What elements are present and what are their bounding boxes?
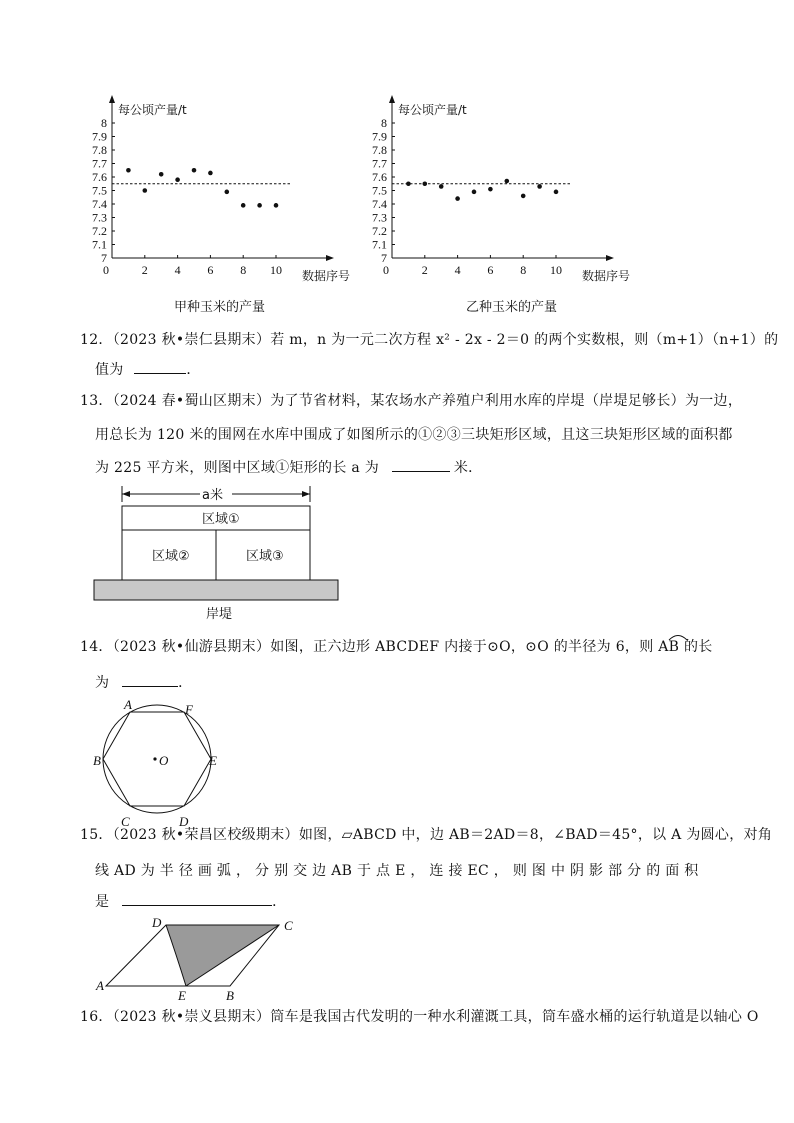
q15-label-E: E xyxy=(178,988,186,1002)
q14-label-F: F xyxy=(185,702,193,717)
x-tick-label: 6 xyxy=(207,263,214,277)
q15-figure xyxy=(88,912,308,1002)
data-point xyxy=(521,194,526,199)
x-tick-label: 2 xyxy=(421,263,428,277)
q14-label-O: O xyxy=(159,753,169,768)
y-tick-label: 7 xyxy=(381,251,387,265)
y-axis-arrow xyxy=(109,95,115,103)
data-point xyxy=(488,187,493,192)
x-tick-label: 10 xyxy=(550,263,562,277)
x-tick-label: 4 xyxy=(454,263,461,277)
q13-line3 xyxy=(95,454,482,482)
data-point xyxy=(274,203,279,208)
q13-region3-label: 区域③ xyxy=(246,549,284,564)
chart-yi-corn-yield xyxy=(370,95,660,285)
data-point xyxy=(455,196,460,201)
data-point xyxy=(537,184,542,189)
y-tick-label: 8 xyxy=(101,116,107,130)
x-tick-label: 4 xyxy=(174,263,181,277)
y-axis-label: 每公顷产量/t xyxy=(398,103,467,117)
x-tick-label: 0 xyxy=(383,263,389,277)
y-tick-label: 7.1 xyxy=(372,237,387,252)
q14-label-B: B xyxy=(93,753,101,768)
q15-label-C: C xyxy=(284,918,293,933)
y-tick-label: 8 xyxy=(381,116,387,130)
y-tick-label: 7.9 xyxy=(92,129,107,144)
q15-line3: 是 ． xyxy=(95,888,286,916)
q13-bank-rect xyxy=(94,580,338,600)
y-tick-label: 7.6 xyxy=(372,170,387,184)
data-point xyxy=(175,177,180,182)
y-tick-label: 7.5 xyxy=(372,183,387,198)
data-point xyxy=(208,171,213,176)
x-tick-label: 8 xyxy=(520,263,527,277)
q14-center-dot xyxy=(153,757,156,760)
q15-line1: 15．（2023 秋•荣昌区校级期末）如图，▱ABCD 中，边 AB＝2AD＝8，∠BAD＝45°，以 A 为圆心，对角 xyxy=(80,827,773,843)
q14-label-E: E xyxy=(209,753,217,768)
data-point xyxy=(225,190,230,195)
x-axis-label: 数据序号 xyxy=(302,269,351,283)
x-tick-label: 6 xyxy=(487,263,494,277)
y-tick-label: 7.1 xyxy=(92,237,107,252)
q14-line2: 为 ． xyxy=(95,669,192,697)
y-tick-label: 7.5 xyxy=(92,183,107,198)
y-tick-label: 7.6 xyxy=(92,170,107,184)
q15-line2: 线 AD 为 半 径 画 弧 ， 分 别 交 边 AB 于 点 E ， 连 接 EC ， 则 图 中 阴 影 部 分 的 面 积 xyxy=(95,863,699,879)
y-tick-label: 7.7 xyxy=(372,156,387,171)
q12-prefix: 值为 xyxy=(95,362,124,378)
y-tick-label: 7.2 xyxy=(372,224,387,238)
y-tick-label: 7.4 xyxy=(372,197,387,211)
chart1-caption: 甲种玉米的产量 xyxy=(174,300,266,315)
q12-answer-blank[interactable] xyxy=(134,359,186,374)
x-tick-label: 10 xyxy=(270,263,282,277)
q14-prefix: 为 xyxy=(95,675,110,691)
x-tick-label: 2 xyxy=(141,263,148,277)
chart2-caption: 乙种玉米的产量 xyxy=(466,300,558,315)
data-point xyxy=(554,190,559,195)
q15-answer-blank[interactable] xyxy=(122,891,272,906)
y-tick-label: 7.2 xyxy=(92,224,107,238)
data-point xyxy=(505,179,510,184)
q12-line2: 值为 ． xyxy=(95,356,201,384)
y-axis-label: 每公顷产量/t xyxy=(118,103,187,117)
x-tick-label: 8 xyxy=(240,263,247,277)
q14-line1: 14．（2023 秋•仙游县期末）如图，正六边形 ABCDEF 内接于⊙O，⊙O 的半径为 6，则 AB 的长 xyxy=(80,639,713,655)
q13-line1: 13．（2024 春•蜀山区期末）为了节省材料，某农场水产养殖户利用水库的岸堤（岸堤足够长）为一边， xyxy=(80,393,743,409)
q15-label-D: D xyxy=(152,915,162,930)
y-tick-label: 7.3 xyxy=(92,210,107,225)
q13-bank-label: 岸堤 xyxy=(206,607,233,622)
q13-line2: 用总长为 120 米的围网在水库中围成了如图所示的①②③三块矩形区域，且这三块矩形区域的面积都 xyxy=(95,427,733,443)
q13-figure xyxy=(90,482,350,622)
x-tick-label: 0 xyxy=(103,263,109,277)
x-axis-arrow xyxy=(606,255,614,261)
y-tick-label: 7.4 xyxy=(92,197,107,211)
data-point xyxy=(423,181,428,186)
q13-arrow-left xyxy=(122,491,130,497)
arc-symbol-icon xyxy=(666,631,690,641)
q12-line1: 12．（2023 秋•崇仁县期末）若 m，n 为一元二次方程 x² - 2x - 2＝0 的两个实数根，则（m+1）（n+1）的 xyxy=(80,332,779,348)
q15-label-B: B xyxy=(226,988,234,1002)
y-axis-arrow xyxy=(389,95,395,103)
x-axis-arrow xyxy=(326,255,334,261)
q13-region2-label: 区域② xyxy=(152,549,190,564)
q13-answer-blank[interactable] xyxy=(392,457,450,472)
y-tick-label: 7.8 xyxy=(92,143,107,157)
q14-label-D: D xyxy=(179,814,189,829)
data-point xyxy=(406,181,411,186)
q13-unit: 米． xyxy=(453,460,483,476)
data-point xyxy=(143,188,148,193)
q13-arrow-right xyxy=(302,491,310,497)
data-point xyxy=(126,168,131,173)
data-point xyxy=(159,172,164,177)
q14-answer-blank[interactable] xyxy=(122,672,178,687)
q13-top-label: a米 xyxy=(202,488,223,503)
y-tick-label: 7.8 xyxy=(372,143,387,157)
y-tick-label: 7.9 xyxy=(372,129,387,144)
q13-line3-text: 为 225 平方米，则图中区域①矩形的长 a 为 xyxy=(95,460,380,476)
q15-label-A: A xyxy=(96,978,104,993)
q14-label-C: C xyxy=(121,814,130,829)
q14-label-A: A xyxy=(124,697,132,712)
data-point xyxy=(257,203,262,208)
chart-jia-corn-yield xyxy=(90,95,380,285)
q14-hexagon xyxy=(103,712,211,806)
q14-figure xyxy=(85,695,230,830)
data-point xyxy=(192,168,197,173)
q15-prefix: 是 xyxy=(95,894,110,910)
y-tick-label: 7.7 xyxy=(92,156,107,171)
data-point xyxy=(439,184,444,189)
y-tick-label: 7 xyxy=(101,251,107,265)
q13-region1-label: 区域① xyxy=(202,512,240,527)
q16-line1: 16．（2023 秋•崇义县期末）筒车是我国古代发明的一种水利灌溉工具，筒车盛水桶的运行轨道是以轴心 O xyxy=(80,1009,759,1025)
y-tick-label: 7.3 xyxy=(372,210,387,225)
data-point xyxy=(472,190,477,195)
data-point xyxy=(241,203,246,208)
q14-circle xyxy=(103,705,211,813)
x-axis-label: 数据序号 xyxy=(582,269,631,283)
